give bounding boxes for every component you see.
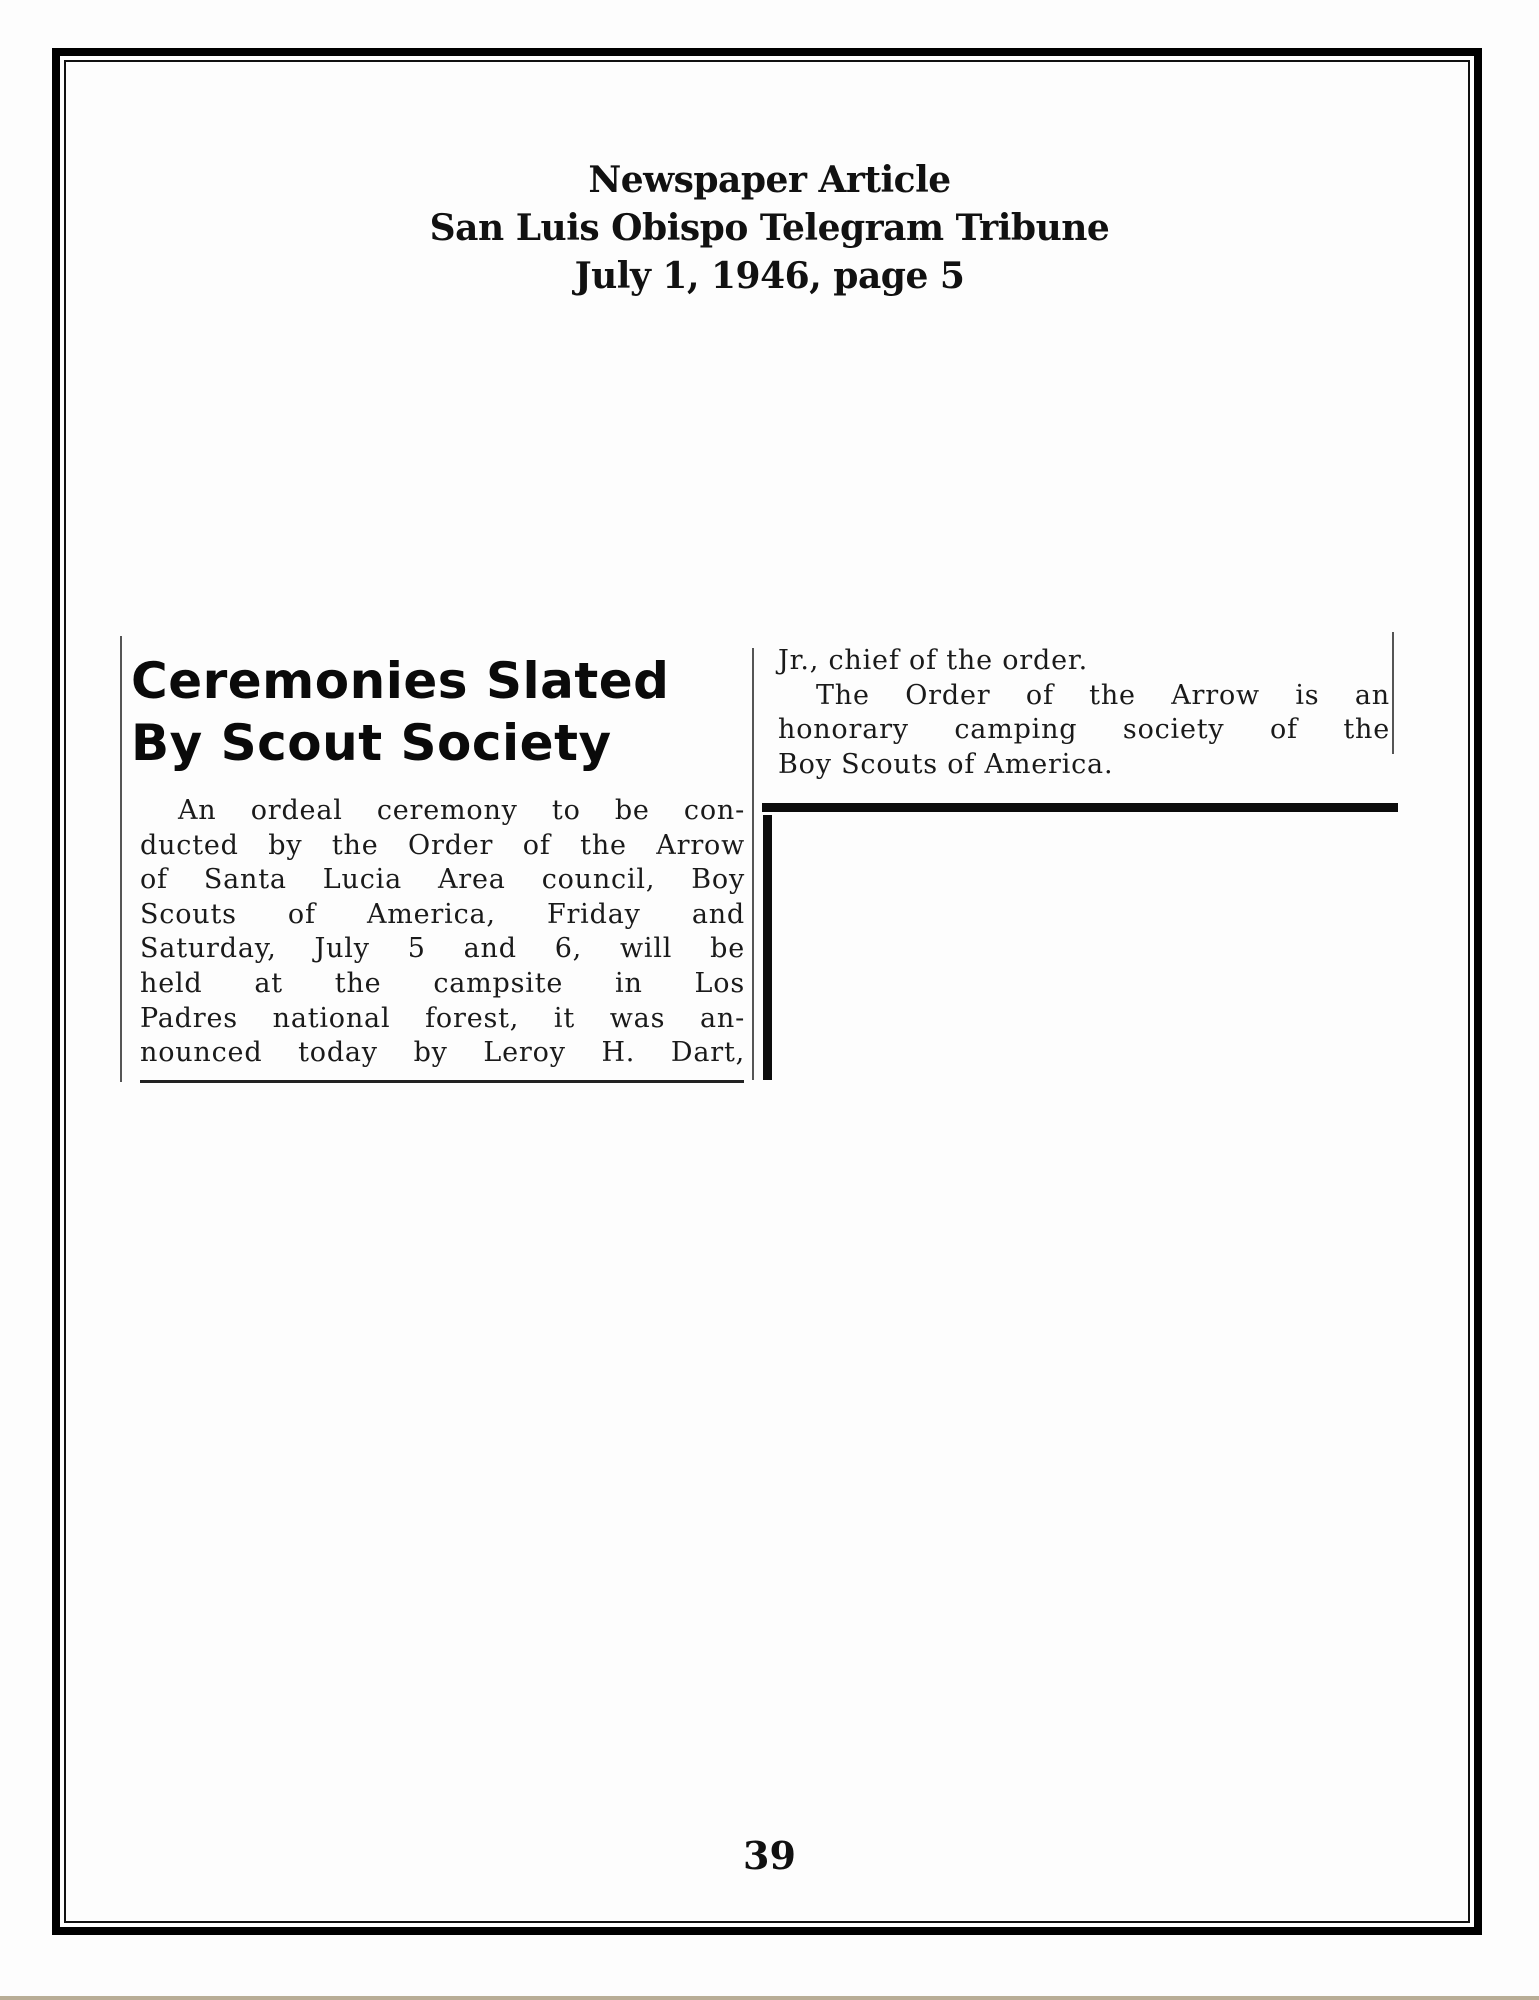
article-headline <box>131 650 751 774</box>
headline-line: Ceremonies Slated <box>131 652 670 710</box>
text-line: Scouts of America, Friday and <box>140 898 745 930</box>
text-line: An ordeal ceremony to be con- <box>178 795 745 826</box>
text-line: Jr., chief of the order. <box>778 645 1088 676</box>
article-column-left <box>140 794 745 1071</box>
column-rule-left <box>120 636 122 1082</box>
headline-line: By Scout Society <box>131 714 612 772</box>
header-date: July 1, 1946, page 5 <box>574 255 965 297</box>
page-number: 39 <box>743 1833 796 1878</box>
column-rule-middle <box>752 648 754 1080</box>
scan-edge <box>0 1996 1539 2000</box>
text-line: nounced today by Leroy H. Dart, <box>140 1037 745 1069</box>
document-header <box>0 156 1539 300</box>
thick-vertical-rule <box>763 815 772 1080</box>
text-line: The Order of the Arrow is an <box>816 679 1390 711</box>
text-line: Padres national forest, it was an- <box>140 1002 745 1034</box>
text-line: Boy Scouts of America. <box>778 748 1114 780</box>
article-column-right <box>778 644 1390 782</box>
column-end-rule <box>140 1080 744 1083</box>
text-line: of Santa Lucia Area council, Boy <box>140 864 745 896</box>
text-line: held at the campsite in Los <box>140 967 745 999</box>
header-title: Newspaper Article <box>588 159 951 201</box>
text-line: Saturday, July 5 and 6, will be <box>140 933 745 965</box>
text-line: honorary camping society of the <box>778 714 1390 746</box>
header-publication: San Luis Obispo Telegram Tribune <box>429 207 1110 249</box>
thick-horizontal-rule <box>762 803 1398 812</box>
column-rule-right <box>1392 632 1394 754</box>
text-line: ducted by the Order of the Arrow <box>140 829 745 861</box>
